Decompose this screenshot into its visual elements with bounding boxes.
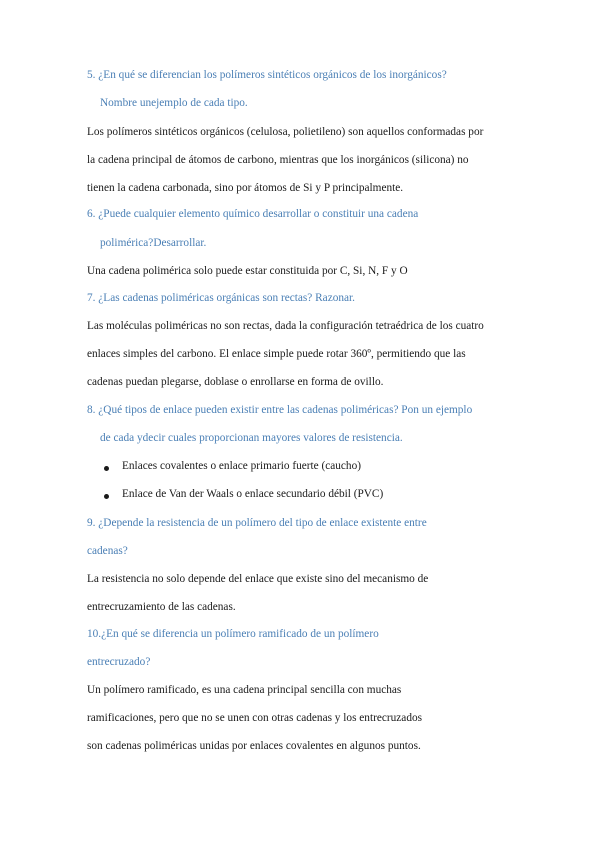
answer-10-line-1: Un polímero ramificado, es una cadena principal sencilla con muchas — [87, 684, 402, 696]
question-10-line-1: 10.¿En qué se diferencia un polímero ramificado de un polímero — [87, 628, 379, 640]
answer-10-line-3: son cadenas poliméricas unidas por enlaces covalentes en algunos puntos. — [87, 740, 421, 752]
question-9-line-2: cadenas? — [87, 545, 128, 557]
question-7-line-1: 7. ¿Las cadenas poliméricas orgánicas son rectas? Razonar. — [87, 292, 355, 304]
answer-9-line-2: entrecruzamiento de las cadenas. — [87, 601, 236, 613]
question-8-line-1: 8. ¿Qué tipos de enlace pueden existir entre las cadenas poliméricas? Pon un ejemplo — [87, 404, 473, 416]
answer-7-line-2: enlaces simples del carbono. El enlace simple puede rotar 360º, permitiendo que las — [87, 348, 466, 360]
bullet-dot — [104, 466, 109, 471]
answer-5-line-3: tienen la cadena carbonada, sino por átomos de Si y P principalmente. — [87, 182, 404, 194]
question-8-line-2: de cada ydecir cuales proporcionan mayores valores de resistencia. — [100, 432, 403, 444]
answer-10-line-2: ramificaciones, pero que no se unen con otras cadenas y los entrecruzados — [87, 712, 423, 724]
question-9-line-1: 9. ¿Depende la resistencia de un polímero del tipo de enlace existente entre — [87, 517, 427, 529]
answer-6-line-1: Una cadena polimérica solo puede estar constituida por C, Si, N, F y O — [87, 265, 408, 277]
answer-5-line-1: Los polímeros sintéticos orgánicos (celulosa, polietileno) son aquellos conformadas por — [87, 126, 484, 138]
answer-7-line-3: cadenas puedan plegarse, doblase o enrollarse en forma de ovillo. — [87, 376, 384, 388]
question-5-line-2: Nombre unejemplo de cada tipo. — [100, 97, 248, 109]
answer-9-line-1: La resistencia no solo depende del enlace que existe sino del mecanismo de — [87, 573, 429, 585]
question-10-line-2: entrecruzado? — [87, 656, 151, 668]
answer-8-bullet-2: Enlace de Van der Waals o enlace secundario débil (PVC) — [122, 488, 384, 500]
question-6-line-1: 6. ¿Puede cualquier elemento químico desarrollar o constituir una cadena — [87, 208, 419, 220]
answer-7-line-1: Las moléculas poliméricas no son rectas, dada la configuración tetraédrica de los cuatro — [87, 320, 484, 332]
answer-5-line-2: la cadena principal de átomos de carbono, mientras que los inorgánicos (silicona) no — [87, 154, 469, 166]
question-6-line-2: polimérica?Desarrollar. — [100, 237, 207, 249]
answer-8-bullet-1: Enlaces covalentes o enlace primario fuerte (caucho) — [122, 460, 361, 472]
question-5-line-1: 5. ¿En qué se diferencian los polímeros sintéticos orgánicos de los inorgánicos? — [87, 69, 447, 81]
bullet-dot — [104, 494, 109, 499]
